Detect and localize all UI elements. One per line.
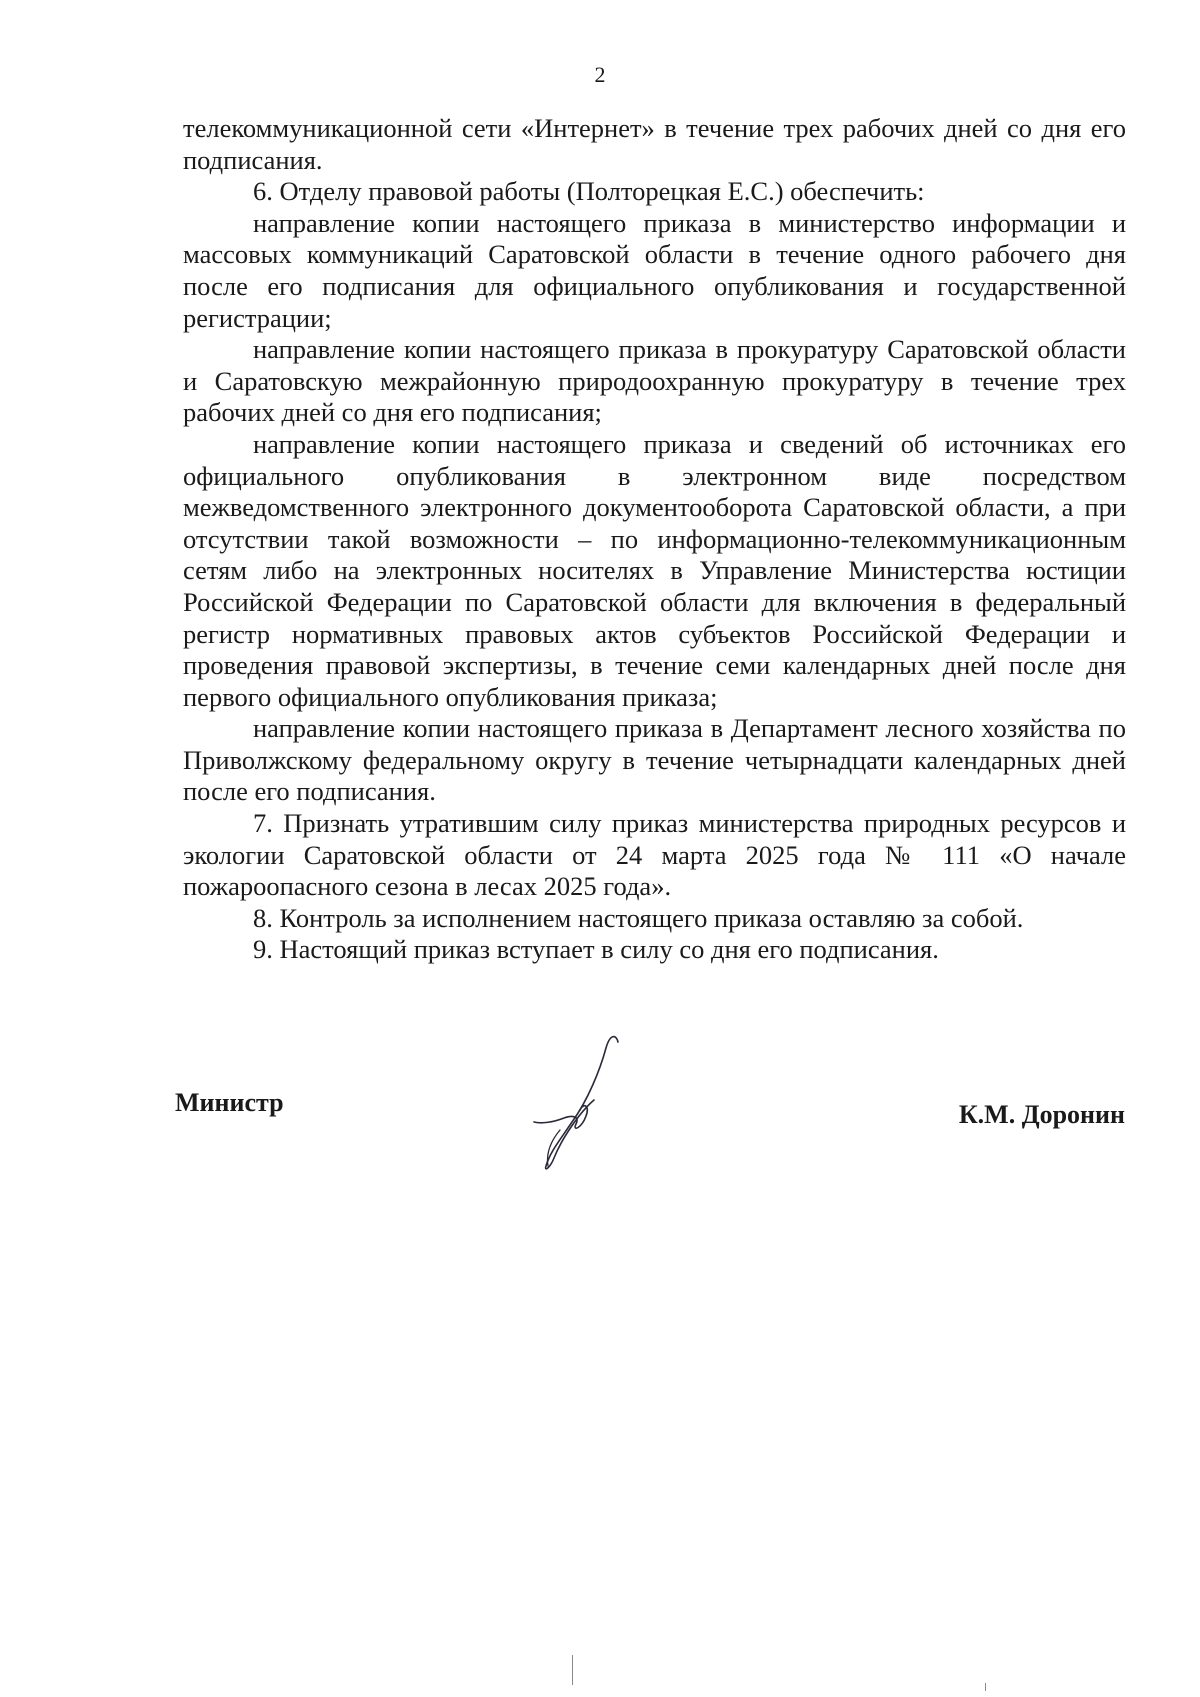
paragraph-item-6-ministry-justice: направление копии настоящего приказа и сведений об источниках его официального опубликования в электронном виде посредством межведомственного электронного документооборота Саратовской области, а при отсутствии такой возможности – по информационно-телекоммуникационным сетям либо на электронных носителях в Управление Министерства юстиции Российской Федерации по Саратовской области для включения в федеральный регистр нормативных правовых актов субъектов Российской Федерации и проведения правовой экспертизы, в течение семи календарных дней после дня первого официального опубликования приказа; (183, 428, 1126, 712)
paragraph-item-8: 8. Контроль за исполнением настоящего приказа оставляю за собой. (253, 902, 1024, 933)
paragraph-item-6-ministry-info: направление копии настоящего приказа в министерство информации и массовых коммуникаций Саратовской области в течение одного рабочего дня после его подписания для официального опубликования и государственной регистрации; (183, 207, 1126, 333)
paragraph-item-6-forestry-department: направление копии настоящего приказа в Департамент лесного хозяйства по Приволжскому федеральному округу в течение четырнадцати календарных дней после его подписания. (183, 713, 1126, 807)
document-body (183, 113, 1126, 966)
handwritten-signature (520, 1030, 660, 1180)
scan-artifact-dot (985, 1683, 986, 1691)
signature-block (175, 1060, 1125, 1190)
paragraph-item-9: 9. Настоящий приказ вступает в силу со дня его подписания. (253, 934, 939, 965)
signatory-title: Министр (175, 1088, 284, 1117)
signatory-name: К.М. Доронин (958, 1100, 1125, 1129)
scan-artifact-line (572, 1655, 573, 1685)
paragraph-item-6-prosecutor: направление копии настоящего приказа в прокуратуру Саратовской области и Саратовскую межрайонную природоохранную прокуратуру в течение трех рабочих дней со дня его подписания; (183, 334, 1126, 428)
paragraph-item-6: 6. Отделу правовой работы (Полторецкая Е.С.) обеспечить: (253, 176, 925, 207)
paragraph-item-7: 7. Признать утратившим силу приказ министерства природных ресурсов и экологии Саратовской области от 24 марта 2025 года № 111 «О начале пожароопасного сезона в лесах 2025 года». (183, 808, 1126, 902)
paragraph-internet-publication: телекоммуникационной сети «Интернет» в течение трех рабочих дней со дня его подписания. (183, 113, 1126, 175)
page-number: 2 (594, 62, 606, 87)
